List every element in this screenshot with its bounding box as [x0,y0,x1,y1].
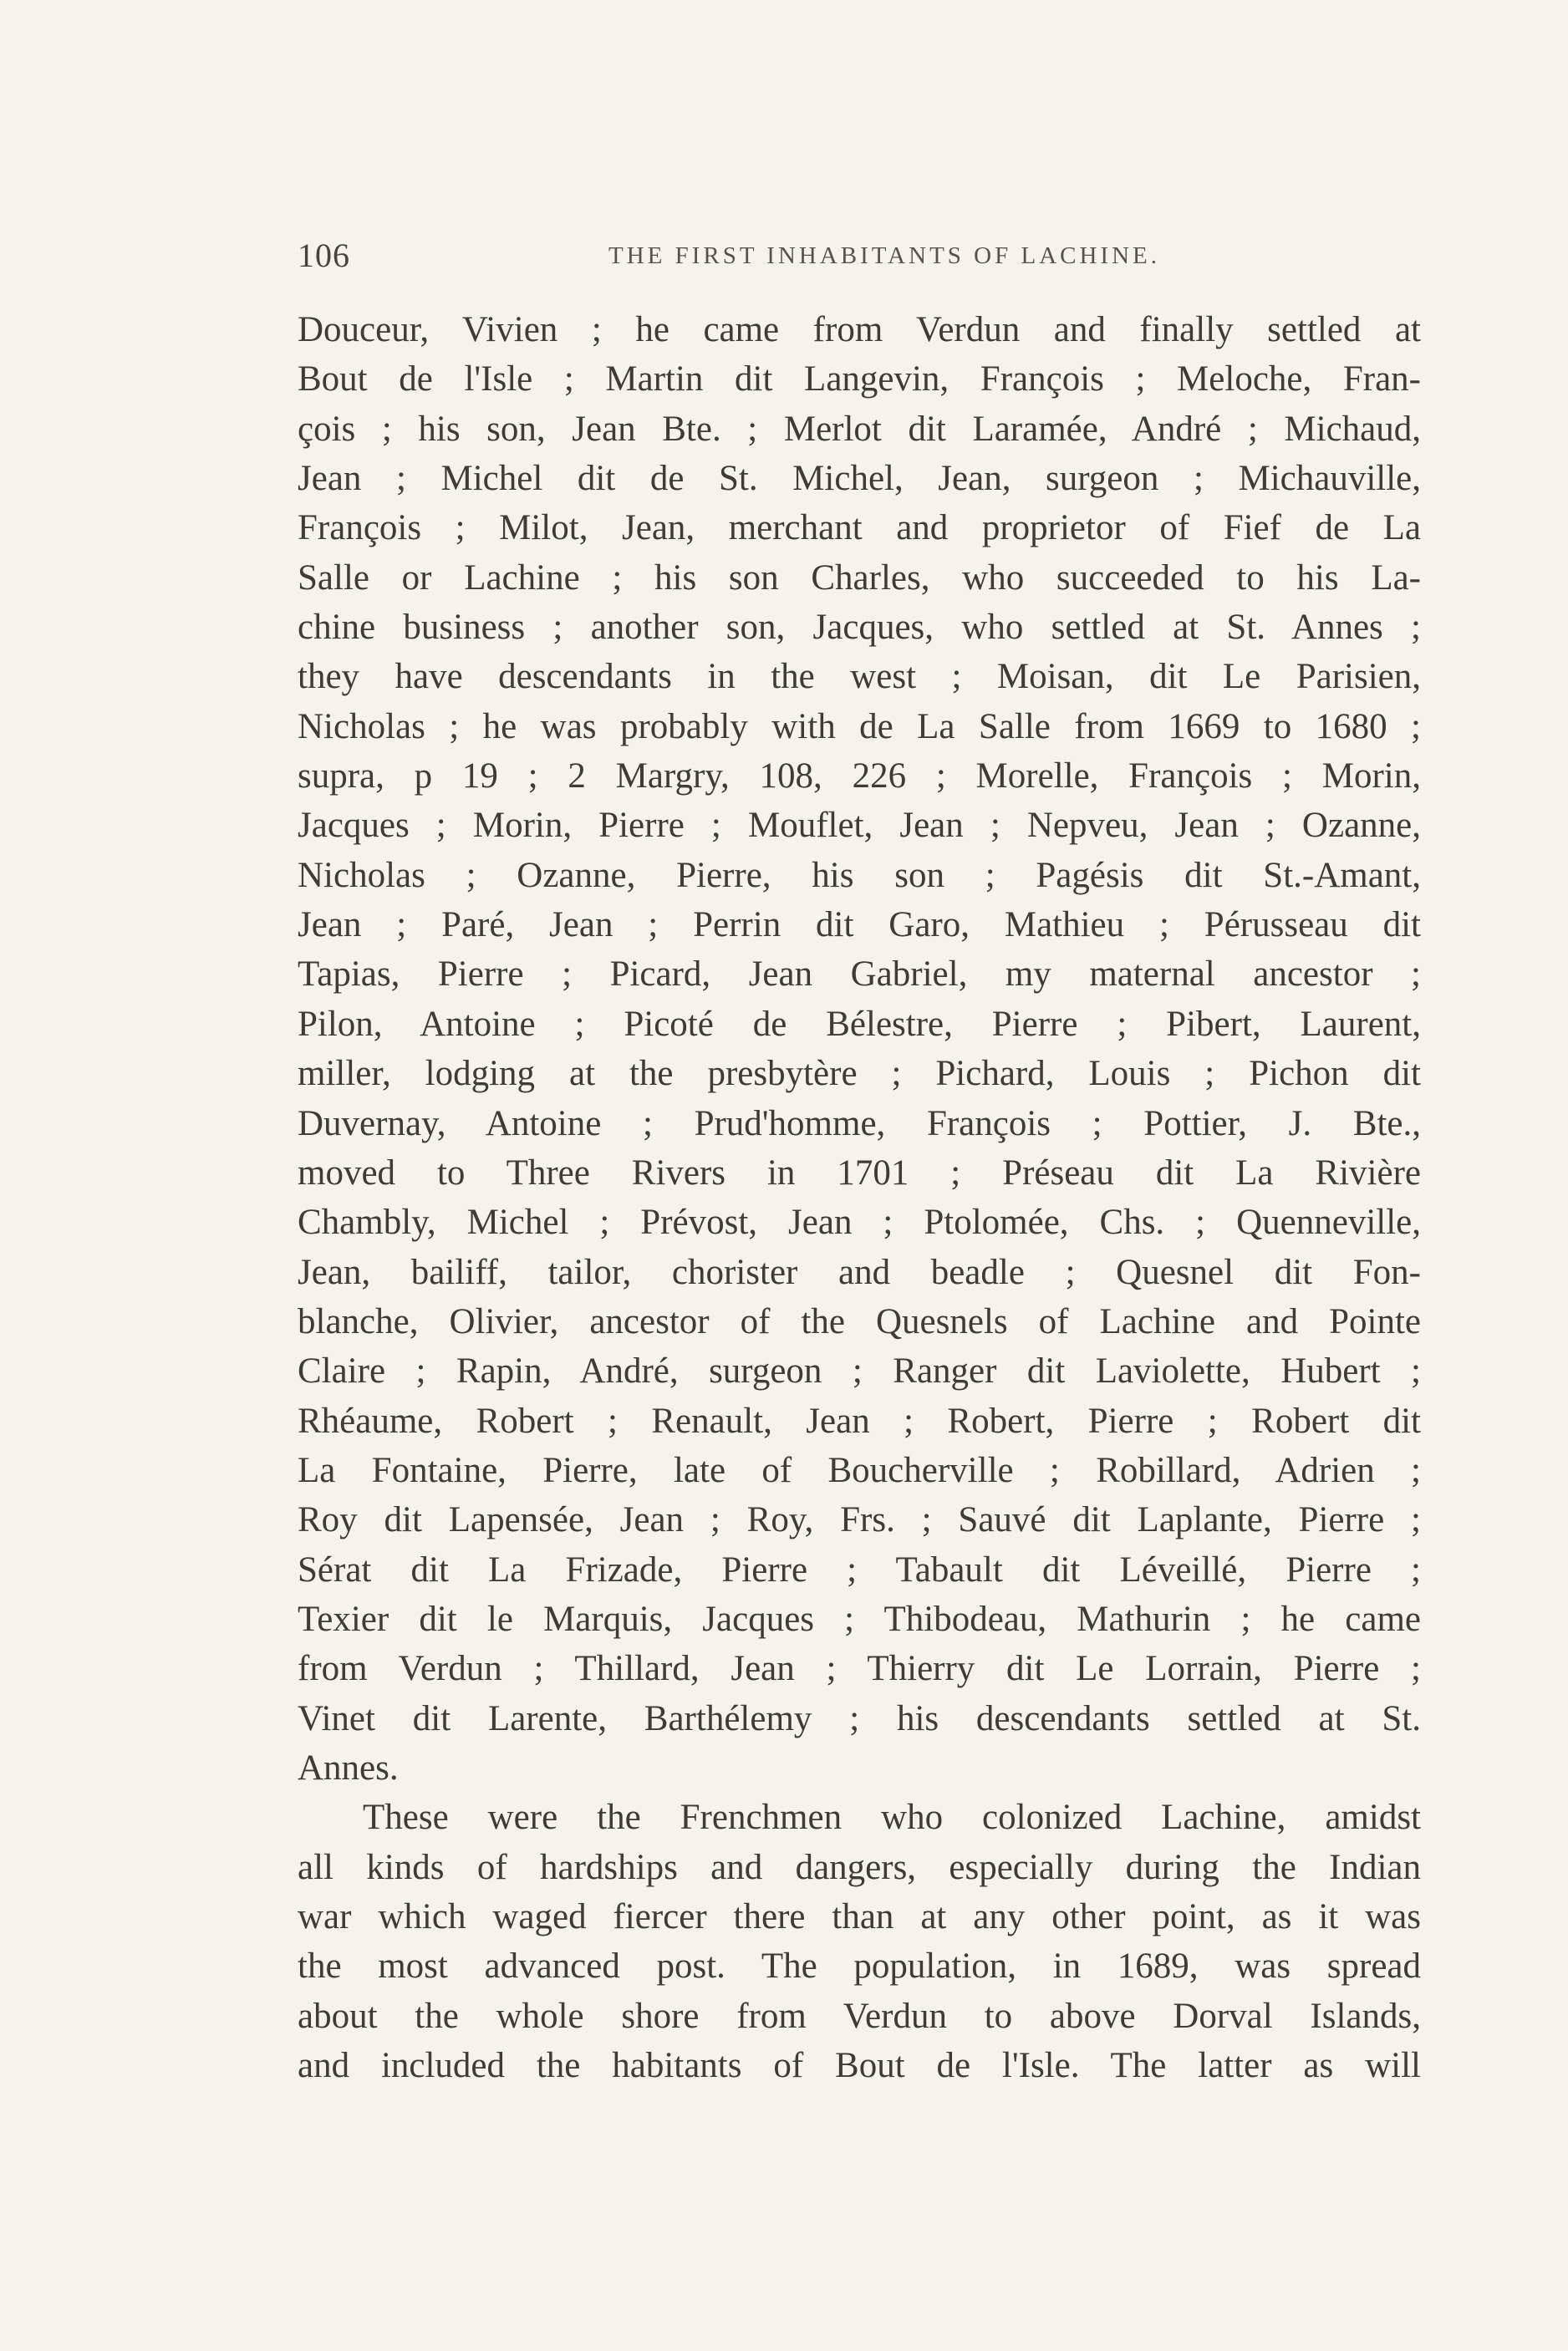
text-line: La Fontaine, Pierre, late of Boucherville ; Robillard, Adrien ; [298,1450,1421,1490]
text-line: moved to Three Rivers in 1701 ; Préseau dit La Rivière [298,1153,1421,1193]
text-line: Nicholas ; Ozanne, Pierre, his son ; Pagésis dit St.-Amant, [298,855,1421,895]
text-line: Nicholas ; he was probably with de La Salle from 1669 to 1680 ; [298,706,1421,746]
body-text [298,305,1421,2090]
text-line: Salle or Lachine ; his son Charles, who succeeded to his La- [298,557,1421,598]
text-line: François ; Milot, Jean, merchant and proprietor of Fief de La [298,508,1421,548]
text-line: Roy dit Lapensée, Jean ; Roy, Frs. ; Sauvé dit Laplante, Pierre ; [298,1500,1421,1540]
running-title: THE FIRST INHABITANTS OF LACHINE. [608,242,1160,269]
text-line: Jean ; Michel dit de St. Michel, Jean, surgeon ; Michauville, [298,459,1421,499]
text-line: Jean ; Paré, Jean ; Perrin dit Garo, Mathieu ; Pérusseau dit [298,905,1421,945]
text-line: all kinds of hardships and dangers, especially during the Indian [298,1847,1421,1887]
text-line: Pilon, Antoine ; Picoté de Bélestre, Pierre ; Pibert, Laurent, [298,1004,1421,1044]
text-line: Vinet dit Larente, Barthélemy ; his descendants settled at St. [298,1698,1421,1738]
text-line: blanche, Olivier, ancestor of the Quesnels of Lachine and Pointe [298,1301,1421,1341]
running-head [298,236,1421,286]
text-line: Chambly, Michel ; Prévost, Jean ; Ptolomée, Chs. ; Quenneville, [298,1203,1421,1243]
text-line: chine business ; another son, Jacques, who settled at St. Annes ; [298,608,1421,648]
text-line: war which waged fiercer there than at any other point, as it was [298,1897,1421,1936]
text-line: Texier dit le Marquis, Jacques ; Thibodeau, Mathurin ; he came [298,1599,1421,1639]
text-line: they have descendants in the west ; Moisan, dit Le Parisien, [298,657,1421,697]
page-number: 106 [298,237,350,274]
text-line: miller, lodging at the presbytère ; Pichard, Louis ; Pichon dit [298,1054,1421,1094]
text-line: Bout de l'Isle ; Martin dit Langevin, François ; Meloche, Fran- [298,359,1421,399]
text-line: the most advanced post. The population, in 1689, was spread [298,1946,1421,1987]
text-line: and included the habitants of Bout de l'Isle. The latter as will [298,2046,1421,2086]
text-line: çois ; his son, Jean Bte. ; Merlot dit Laramée, André ; Michaud, [298,409,1421,449]
text-line: Claire ; Rapin, André, surgeon ; Ranger dit Laviolette, Hubert ; [298,1351,1421,1392]
text-line: Douceur, Vivien ; he came from Verdun and finally settled at [298,310,1421,349]
text-line: supra, p 19 ; 2 Margry, 108, 226 ; Morelle, François ; Morin, [298,756,1421,796]
text-line: Annes. [298,1748,399,1788]
text-line: Tapias, Pierre ; Picard, Jean Gabriel, my maternal ancestor ; [298,954,1421,995]
text-line: Rhéaume, Robert ; Renault, Jean ; Robert, Pierre ; Robert dit [298,1401,1421,1441]
text-line: Duvernay, Antoine ; Prud'homme, François ; Pottier, J. Bte., [298,1103,1421,1143]
paragraph-2 [298,1793,1421,2090]
text-line: from Verdun ; Thillard, Jean ; Thierry dit Le Lorrain, Pierre ; [298,1649,1421,1689]
text-line: These were the Frenchmen who colonized Lachine, amidst [363,1798,1421,1838]
text-line: Jacques ; Morin, Pierre ; Mouflet, Jean ; Nepveu, Jean ; Ozanne, [298,806,1421,846]
text-line: about the whole shore from Verdun to above Dorval Islands, [298,1996,1421,2036]
text-line: Sérat dit La Frizade, Pierre ; Tabault dit Léveillé, Pierre ; [298,1550,1421,1590]
paragraph-1 [298,305,1421,1793]
text-line: Jean, bailiff, tailor, chorister and beadle ; Quesnel dit Fon- [298,1252,1421,1292]
